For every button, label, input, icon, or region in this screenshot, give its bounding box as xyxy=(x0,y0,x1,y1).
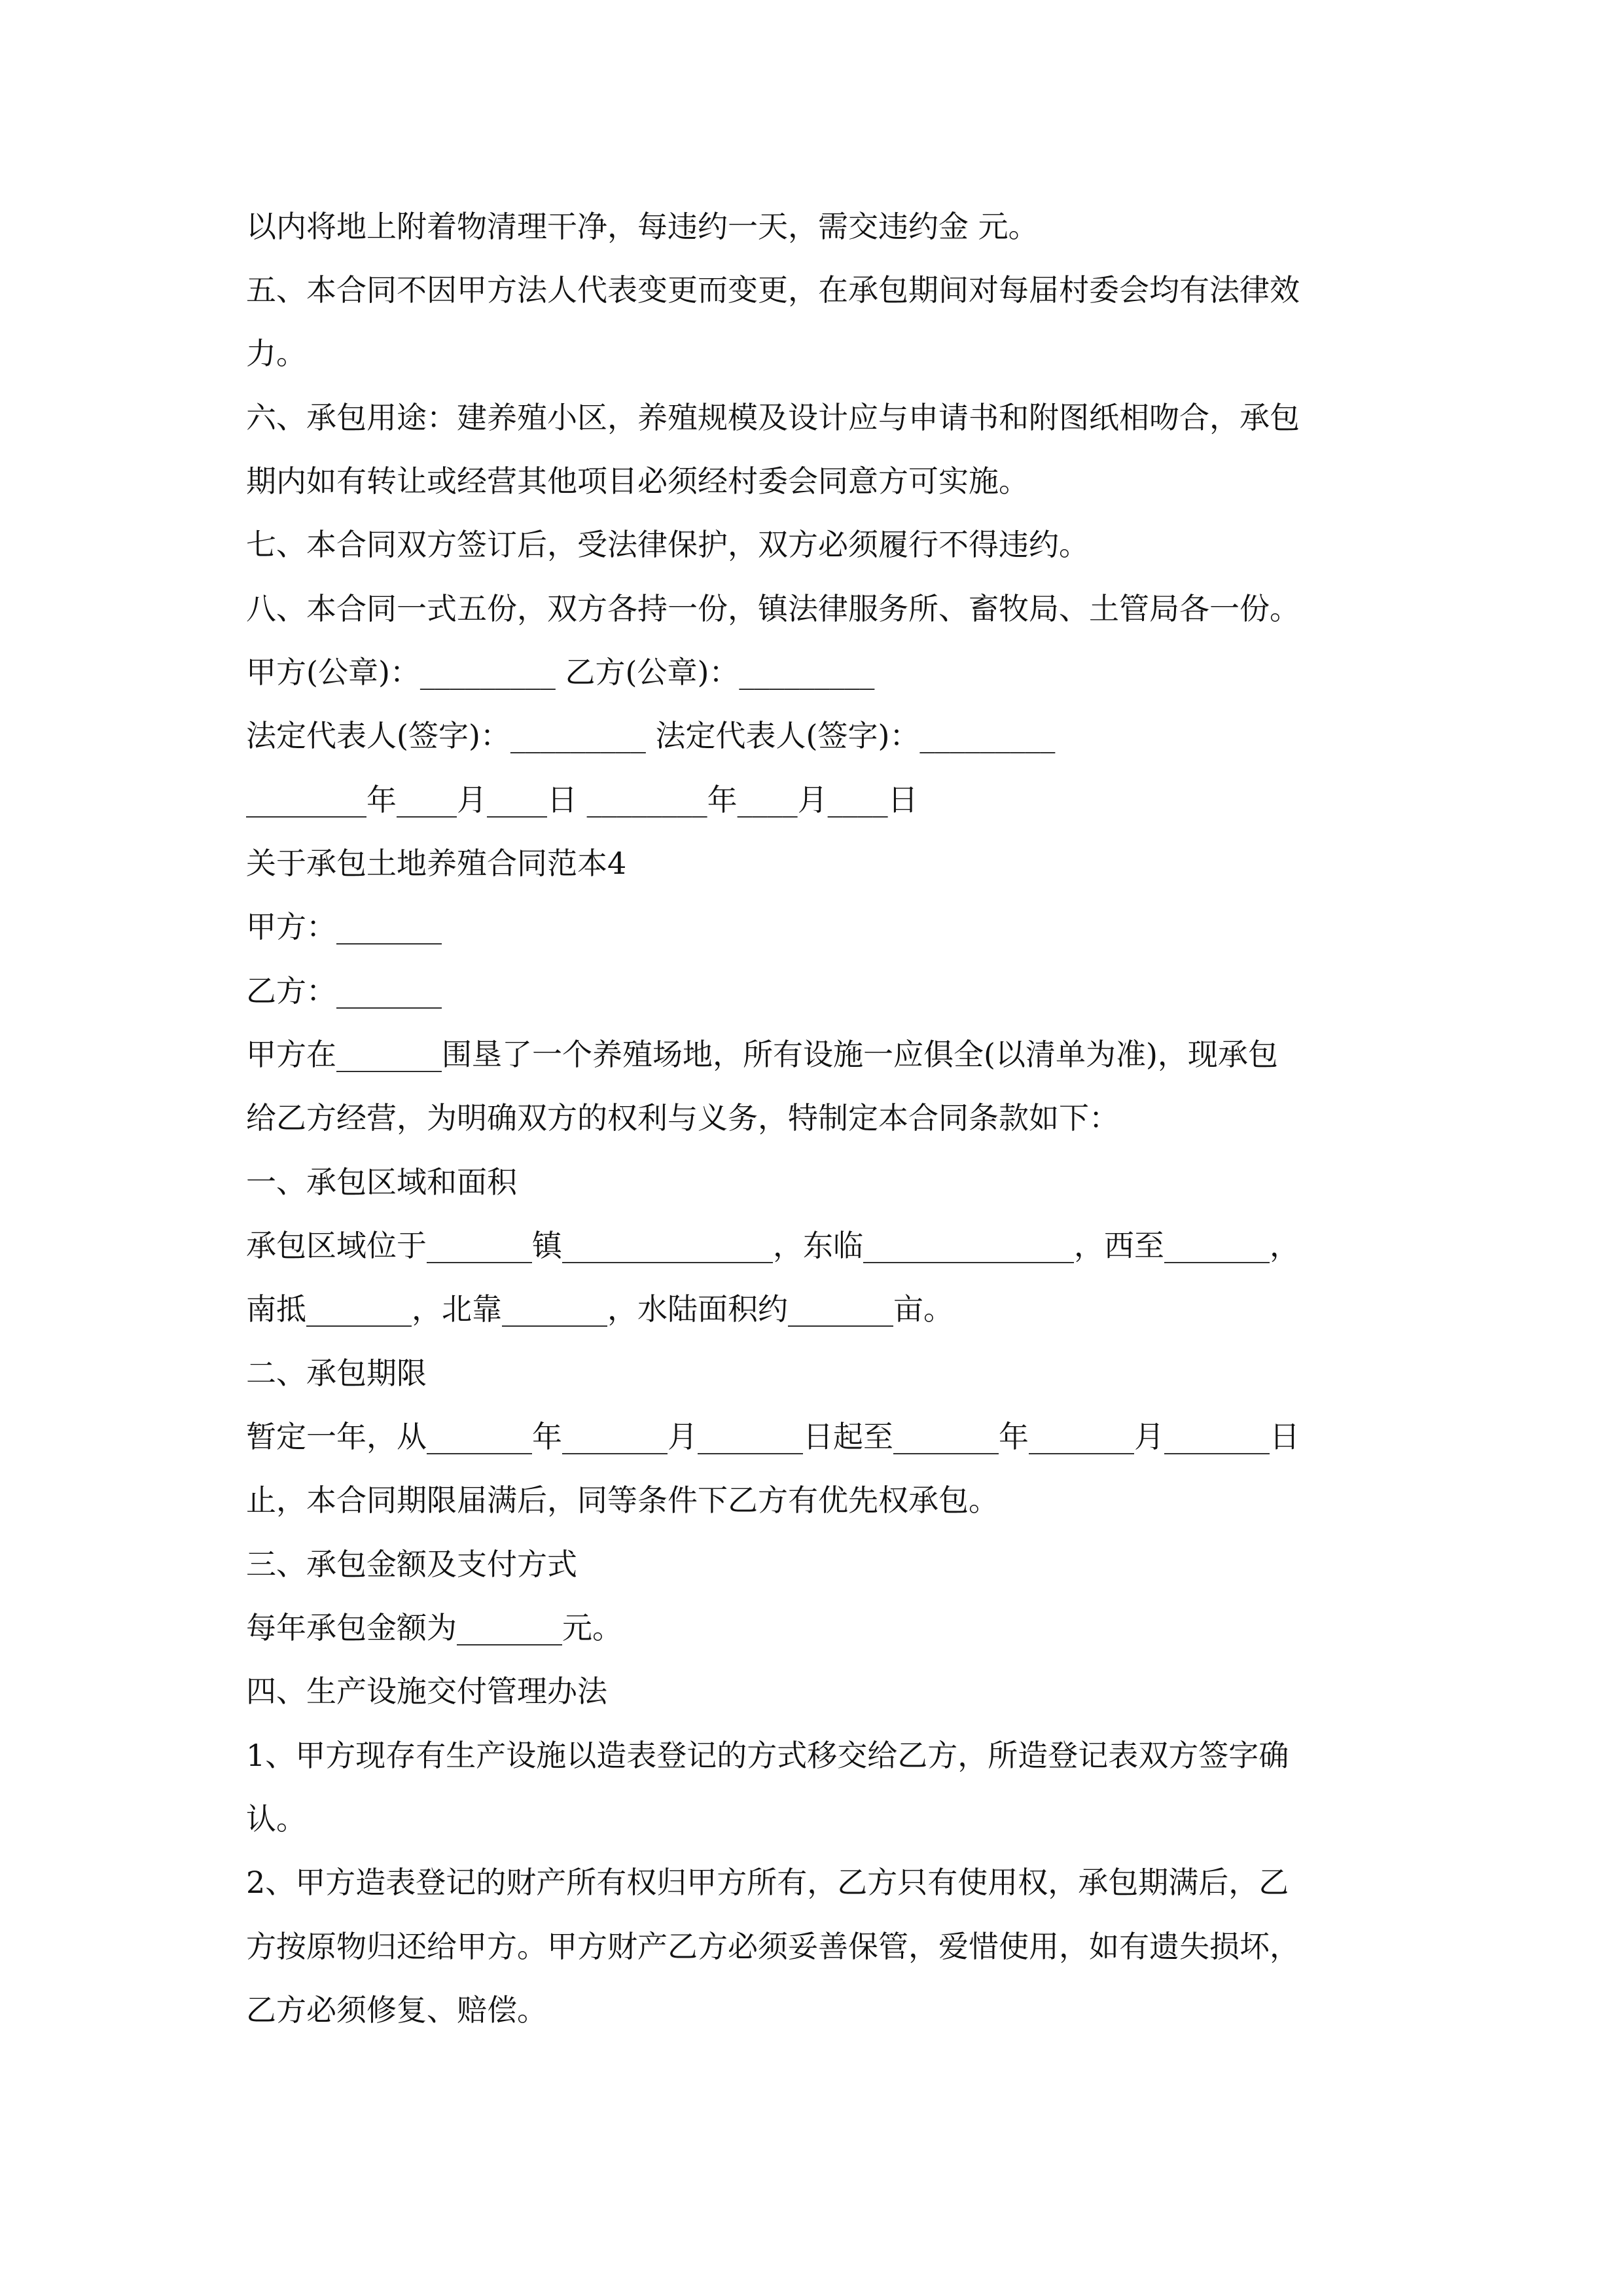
text-line: 乙方：_______ xyxy=(246,973,442,1009)
text-line: 八、本合同一式五份，双方各持一份，镇法律服务所、畜牧局、土管局各一份。 xyxy=(246,591,1300,626)
text-line: 期内如有转让或经营其他项目必须经村委会同意方可实施。 xyxy=(246,463,1029,499)
text-line: 给乙方经营，为明确双方的权利与义务，特制定本合同条款如下： xyxy=(246,1100,1119,1136)
text-line: 1、甲方现存有生产设施以造表登记的方式移交给乙方，所造登记表双方签字确 xyxy=(246,1738,1289,1773)
text-line: 南抵_______，北靠_______，水陆面积约_______亩。 xyxy=(246,1291,954,1327)
text-line: 乙方必须修复、赔偿。 xyxy=(246,1992,547,2028)
text-line: 五、本合同不因甲方法人代表变更而变更，在承包期间对每届村委会均有法律效 xyxy=(246,272,1300,308)
text-line: 四、生产设施交付管理办法 xyxy=(246,1674,607,1709)
text-line: 止，本合同期限届满后，同等条件下乙方有优先权承包。 xyxy=(246,1482,999,1518)
text-line: 甲方：_______ xyxy=(246,909,442,944)
text-line: 七、本合同双方签订后，受法律保护，双方必须履行不得违约。 xyxy=(246,527,1089,562)
text-line: 每年承包金额为_______元。 xyxy=(246,1610,622,1645)
text-line: 三、承包金额及支付方式 xyxy=(246,1547,577,1582)
text-line: 以内将地上附着物清理干净，每违约一天，需交违约金 元。 xyxy=(246,209,1039,244)
text-line: 力。 xyxy=(246,336,306,371)
text-line: 法定代表人(签字)：_________ 法定代表人(签字)：_________ xyxy=(246,718,1056,753)
text-line: 二、承包期限 xyxy=(246,1355,427,1391)
text-line: 甲方在_______围垦了一个养殖场地，所有设施一应俱全(以清单为准)，现承包 xyxy=(246,1037,1278,1072)
text-line: 认。 xyxy=(246,1801,306,1837)
text-line: ________年____月____日 ________年____月____日 xyxy=(246,782,918,817)
text-line: 甲方(公章)：_________ 乙方(公章)：_________ xyxy=(246,655,875,690)
text-line: 暂定一年，从_______年_______月_______日起至_______年_______月_______日 xyxy=(246,1419,1300,1454)
text-line: 一、承包区域和面积 xyxy=(246,1164,517,1200)
section-title: 关于承包土地养殖合同范本4 xyxy=(246,846,627,881)
text-line: 方按原物归还给甲方。甲方财产乙方必须妥善保管，爱惜使用，如有遗失损坏， xyxy=(246,1929,1300,1964)
text-line: 2、甲方造表登记的财产所有权归甲方所有，乙方只有使用权，承包期满后，乙 xyxy=(246,1865,1289,1900)
text-line: 六、承包用途：建养殖小区，养殖规模及设计应与申请书和附图纸相吻合，承包 xyxy=(246,400,1300,435)
text-line: 承包区域位于_______镇______________，东临______________，西至_______， xyxy=(246,1228,1300,1263)
